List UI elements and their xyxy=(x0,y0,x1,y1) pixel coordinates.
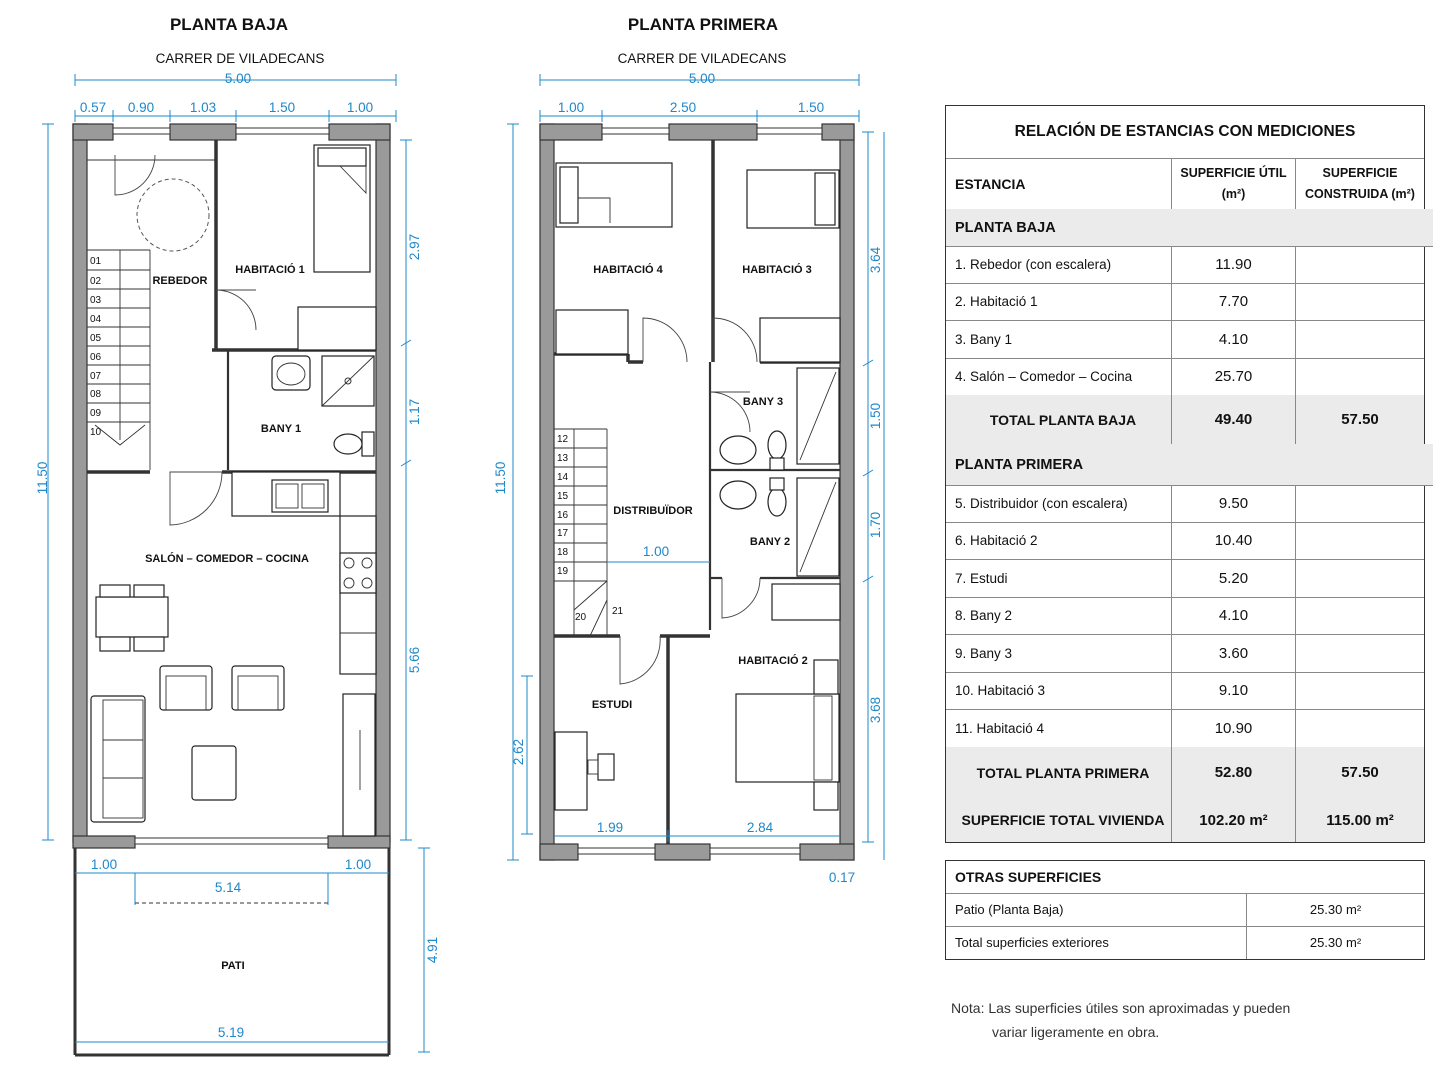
row-value: 25.30 m² xyxy=(1309,935,1362,950)
ground-dining-table xyxy=(96,597,168,637)
first-height-dimension: 11.50 xyxy=(493,461,508,495)
first-step-16: 16 xyxy=(557,510,569,521)
ground-dim-pati-bottom: 5.19 xyxy=(217,1025,245,1040)
rooms-measurement-table xyxy=(945,105,1425,843)
row-const xyxy=(1296,485,1424,522)
rooms-table-header xyxy=(946,158,1424,210)
first-step-12: 12 xyxy=(557,434,569,445)
row-name: 5. Distribuidor (con escalera) xyxy=(946,485,1172,522)
first-dim-w1: 1.00 xyxy=(557,100,585,115)
first-step-13: 13 xyxy=(557,453,569,464)
total-label: TOTAL PLANTA PRIMERA xyxy=(946,747,1172,798)
ground-sofa xyxy=(91,696,145,822)
ground-step-03: 03 xyxy=(90,295,102,306)
row-util: 11.90 xyxy=(1172,246,1296,283)
row-const xyxy=(1296,634,1424,672)
total-const: 115.00 m² xyxy=(1326,811,1394,829)
row-util: 25.70 xyxy=(1172,358,1296,395)
row-util: 10.90 xyxy=(1172,709,1296,747)
ground-dim-h2: 1.17 xyxy=(407,398,422,426)
total-util: 49.40 xyxy=(1172,395,1296,444)
row-util: 4.10 xyxy=(1172,320,1296,358)
row-const xyxy=(1296,283,1424,320)
table-row xyxy=(946,485,1424,523)
row-util: 4.10 xyxy=(1172,597,1296,634)
row-const xyxy=(1296,246,1424,283)
label-pati: PATI xyxy=(221,960,245,972)
ground-step-02: 02 xyxy=(90,276,102,287)
first-wall-right xyxy=(840,124,854,860)
first-dim-h4: 3.68 xyxy=(868,696,883,724)
first-step-18: 18 xyxy=(557,547,569,558)
ground-dim-pati-left: 1.00 xyxy=(90,857,118,872)
total-planta-baja-row xyxy=(946,395,1424,445)
label-habitacio-2: HABITACIÓ 2 xyxy=(738,655,808,667)
col-util-line2: (m²) xyxy=(1221,186,1246,201)
total-util: 102.20 m² xyxy=(1172,798,1296,842)
label-distribuidor: DISTRIBUÏDOR xyxy=(613,505,693,517)
row-util: 7.70 xyxy=(1172,283,1296,320)
total-const: 57.50 xyxy=(1341,764,1379,781)
ground-wardrobe xyxy=(298,307,376,350)
table-row xyxy=(946,672,1424,710)
ground-armchair-2 xyxy=(232,666,284,710)
row-util: 9.50 xyxy=(1172,485,1296,522)
row-const xyxy=(1296,559,1424,597)
first-dim-estudi: 2.62 xyxy=(511,738,526,766)
ground-armchair-1 xyxy=(160,666,212,710)
first-stair xyxy=(554,429,710,636)
table-row xyxy=(946,320,1424,359)
ground-dim-h3: 5.66 xyxy=(407,646,422,674)
table-row xyxy=(946,893,1424,927)
first-step-20: 20 xyxy=(575,612,587,623)
first-wall-left xyxy=(540,124,554,860)
row-name: 4. Salón – Comedor – Cocina xyxy=(946,358,1172,395)
ground-dim-w5: 1.00 xyxy=(346,100,374,115)
first-chair xyxy=(598,754,614,780)
first-floor-plan xyxy=(493,15,884,885)
first-dim-h2: 1.50 xyxy=(868,402,883,430)
ground-dim-pati: 4.91 xyxy=(425,936,440,964)
row-name: 11. Habitació 4 xyxy=(946,709,1172,747)
ground-street-label: CARRER DE VILADECANS xyxy=(155,51,325,66)
row-name: 8. Bany 2 xyxy=(946,597,1172,634)
note-line-1: Nota: Las superficies útiles son aproximadas y pueden xyxy=(951,1000,1291,1016)
row-const xyxy=(1296,358,1424,395)
first-floor-title: PLANTA PRIMERA xyxy=(627,15,779,34)
row-const xyxy=(1296,597,1424,634)
row-const xyxy=(1296,320,1424,358)
ground-wall-right xyxy=(376,124,390,842)
first-dim-h1: 3.64 xyxy=(868,246,883,274)
col-estancia: ESTANCIA xyxy=(946,158,1172,209)
row-const xyxy=(1296,522,1424,559)
ground-floor-title: PLANTA BAJA xyxy=(169,15,289,34)
ground-kitchen-run xyxy=(340,516,376,674)
ground-coffee-table xyxy=(192,746,236,800)
ground-wall-left xyxy=(73,124,87,842)
row-name: 6. Habitació 2 xyxy=(946,522,1172,559)
label-bany-3: BANY 3 xyxy=(742,396,784,408)
ground-step-10: 10 xyxy=(90,427,102,438)
col-superficie-util xyxy=(1172,158,1296,209)
note-line-2: variar ligeramente en obra. xyxy=(992,1024,1160,1040)
label-estudi: ESTUDI xyxy=(591,699,633,711)
col-const-line1: SUPERFICIE xyxy=(1322,165,1398,180)
total-util: 52.80 xyxy=(1172,747,1296,798)
first-step-17: 17 xyxy=(557,528,569,539)
row-name: 10. Habitació 3 xyxy=(946,672,1172,709)
table-row xyxy=(946,709,1424,748)
row-util: 3.60 xyxy=(1172,634,1296,672)
first-step-15: 15 xyxy=(557,491,569,502)
total-label: SUPERFICIE TOTAL VIVIENDA xyxy=(946,798,1172,842)
surface-note xyxy=(951,996,1421,1044)
table-row xyxy=(946,597,1424,635)
table-row xyxy=(946,246,1424,284)
total-vivienda-row xyxy=(946,798,1424,842)
col-superficie-construida xyxy=(1296,158,1424,209)
ground-step-05: 05 xyxy=(90,333,102,344)
ground-width-dimension: 5.00 xyxy=(224,71,252,86)
ground-stair xyxy=(87,250,150,470)
first-step-19: 19 xyxy=(557,566,569,577)
row-util: 9.10 xyxy=(1172,672,1296,709)
label-salon-comedor-cocina: SALÓN – COMEDOR – COCINA xyxy=(145,553,309,565)
col-util-line1: SUPERFICIE ÚTIL xyxy=(1180,165,1287,180)
ground-step-01: 01 xyxy=(90,256,102,267)
first-dim-h3: 1.70 xyxy=(868,511,883,539)
first-wardrobe-hab2 xyxy=(772,584,840,620)
first-sink-bany3 xyxy=(720,436,756,464)
other-surfaces-table xyxy=(945,860,1425,960)
row-const xyxy=(1296,672,1424,709)
first-sink-bany2 xyxy=(720,481,756,509)
total-label: TOTAL PLANTA BAJA xyxy=(946,395,1172,444)
table-row xyxy=(946,559,1424,598)
table-row xyxy=(946,926,1424,959)
label-habitacio-4: HABITACIÓ 4 xyxy=(593,264,663,276)
label-habitacio-1: HABITACIÓ 1 xyxy=(235,264,305,276)
ground-height-dimension: 11.50 xyxy=(35,461,50,495)
first-dim-corridor: 1.00 xyxy=(642,544,670,559)
ground-dim-pati-mid: 5.14 xyxy=(214,880,242,895)
ground-step-06: 06 xyxy=(90,352,102,363)
label-habitacio-3: HABITACIÓ 3 xyxy=(742,264,812,276)
rooms-table-title: RELACIÓN DE ESTANCIAS CON MEDICIONES xyxy=(946,106,1424,159)
ground-step-08: 08 xyxy=(90,389,102,400)
total-planta-primera-row xyxy=(946,747,1424,799)
row-name: 3. Bany 1 xyxy=(946,320,1172,358)
first-width-dimension: 5.00 xyxy=(688,71,716,86)
first-wardrobe-hab4 xyxy=(556,310,628,354)
ground-dim-w4: 1.50 xyxy=(268,100,296,115)
ground-step-04: 04 xyxy=(90,314,102,325)
ground-fridge xyxy=(343,694,375,836)
section-planta-primera: PLANTA PRIMERA xyxy=(946,444,1433,486)
col-const-line2: CONSTRUIDA (m²) xyxy=(1305,186,1415,201)
label-rebedor: REBEDOR xyxy=(152,275,208,287)
ground-dim-pati-right: 1.00 xyxy=(344,857,372,872)
first-wardrobe-hab3 xyxy=(760,318,840,362)
other-table-title: OTRAS SUPERFICIES xyxy=(955,869,1102,885)
ground-dim-w2: 0.90 xyxy=(127,100,155,115)
table-row xyxy=(946,283,1424,321)
label-bany-2: BANY 2 xyxy=(749,536,791,548)
ground-dim-w1: 0.57 xyxy=(79,100,107,115)
row-name: 9. Bany 3 xyxy=(946,634,1172,672)
table-row xyxy=(946,358,1424,396)
ground-dim-w3: 1.03 xyxy=(189,100,217,115)
ground-toilet xyxy=(334,434,362,454)
row-name: 2. Habitació 1 xyxy=(946,283,1172,320)
first-dim-w3: 1.50 xyxy=(797,100,825,115)
label-bany-1: BANY 1 xyxy=(260,423,302,435)
row-value: 25.30 m² xyxy=(1309,902,1362,917)
first-dim-wall: 0.17 xyxy=(828,870,856,885)
section-planta-baja: PLANTA BAJA xyxy=(946,209,1433,247)
first-step-14: 14 xyxy=(557,472,569,483)
first-bed-hab2 xyxy=(736,694,839,782)
total-const: 57.50 xyxy=(1341,411,1379,428)
row-name: Total superficies exteriores xyxy=(946,926,1247,959)
row-name: Patio (Planta Baja) xyxy=(946,893,1247,926)
first-dim-bottom-left: 1.99 xyxy=(596,820,624,835)
ground-step-09: 09 xyxy=(90,408,102,419)
first-dim-w2: 2.50 xyxy=(669,100,697,115)
row-util: 5.20 xyxy=(1172,559,1296,597)
first-dim-bottom-right: 2.84 xyxy=(746,820,774,835)
table-row xyxy=(946,522,1424,560)
first-toilet-bany2 xyxy=(768,488,786,516)
other-table-header xyxy=(946,861,1424,894)
row-name: 7. Estudi xyxy=(946,559,1172,597)
row-util: 10.40 xyxy=(1172,522,1296,559)
ground-dim-h1: 2.97 xyxy=(407,233,422,261)
table-row xyxy=(946,634,1424,673)
ground-floor-plan xyxy=(35,15,440,1055)
first-street-label: CARRER DE VILADECANS xyxy=(617,51,787,66)
first-step-21: 21 xyxy=(612,606,624,617)
ground-step-07: 07 xyxy=(90,371,102,382)
first-desk xyxy=(555,732,587,810)
first-toilet-bany3 xyxy=(768,431,786,459)
row-name: 1. Rebedor (con escalera) xyxy=(946,246,1172,283)
row-const xyxy=(1296,709,1424,747)
